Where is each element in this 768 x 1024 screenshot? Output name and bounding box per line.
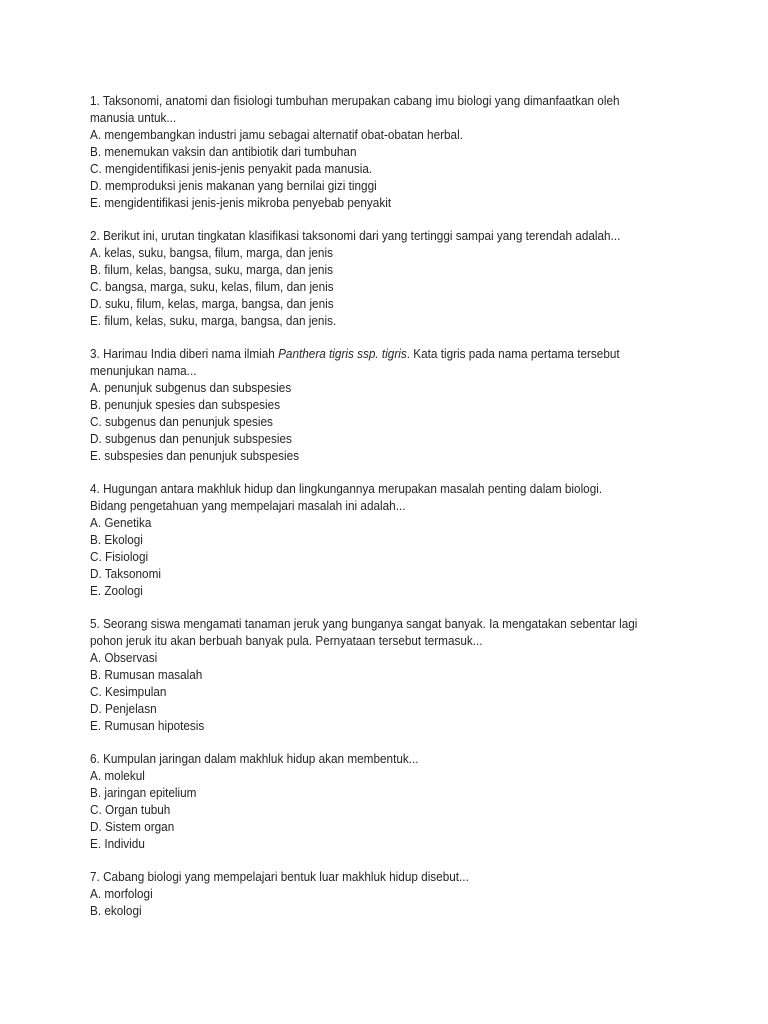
answer-option-e: E. Individu [90, 837, 145, 851]
question-stem: 5. Seorang siswa mengamati tanaman jeruk yang bunganya sangat banyak. Ia mengatakan sebentar lagi [90, 617, 638, 631]
question-stem: 7. Cabang biologi yang mempelajari bentuk luar makhluk hidup disebut... [90, 870, 469, 884]
answer-option-c: C. subgenus dan penunjuk spesies [90, 415, 273, 429]
question-3 [90, 346, 673, 465]
question-1 [90, 93, 673, 212]
answer-option-c: C. Fisiologi [90, 550, 149, 564]
question-stem: 1. Taksonomi, anatomi dan fisiologi tumbuhan merupakan cabang imu biologi yang dimanfaatkan oleh [90, 94, 620, 108]
question-7 [90, 869, 673, 920]
answer-option-e: E. filum, kelas, suku, marga, bangsa, dan jenis. [90, 314, 337, 328]
answer-option-c: C. Kesimpulan [90, 685, 167, 699]
answer-option-b: B. filum, kelas, bangsa, suku, marga, dan jenis [90, 263, 333, 277]
question-stem [90, 346, 673, 363]
answer-option-b: B. ekologi [90, 904, 142, 918]
answer-option-d: D. memproduksi jenis makanan yang bernilai gizi tinggi [90, 179, 377, 193]
answer-option-a: A. Genetika [90, 516, 152, 530]
question-6 [90, 751, 673, 853]
answer-option-e: E. subspesies dan penunjuk subspesies [90, 449, 300, 463]
question-5 [90, 616, 673, 735]
answer-option-e: E. Rumusan hipotesis [90, 719, 205, 733]
answer-option-a: A. Observasi [90, 651, 158, 665]
question-4 [90, 481, 673, 600]
answer-option-b: B. penunjuk spesies dan subspesies [90, 398, 281, 412]
answer-option-d: D. subgenus dan penunjuk subspesies [90, 432, 292, 446]
question-stem-continued: pohon jeruk itu akan berbuah banyak pula. Pernyataan tersebut termasuk... [90, 634, 483, 648]
question-stem-text-end: . Kata tigris pada nama pertama tersebut [406, 347, 620, 361]
document-page [90, 93, 673, 936]
question-stem-continued: manusia untuk... [90, 111, 177, 125]
answer-option-b: B. Ekologi [90, 533, 143, 547]
question-stem-continued: menunjukan nama... [90, 364, 197, 378]
question-stem: 2. Berikut ini, urutan tingkatan klasifikasi taksonomi dari yang tertinggi sampai yang terendah adalah... [90, 229, 621, 243]
answer-option-a: A. penunjuk subgenus dan subspesies [90, 381, 292, 395]
scientific-name: Panthera tigris ssp. tigris [278, 347, 407, 361]
answer-option-c: C. Organ tubuh [90, 803, 171, 817]
answer-option-d: D. Penjelasn [90, 702, 157, 716]
answer-option-b: B. Rumusan masalah [90, 668, 203, 682]
answer-option-c: C. mengidentifikasi jenis-jenis penyakit pada manusia. [90, 162, 373, 176]
question-2 [90, 228, 673, 330]
answer-option-c: C. bangsa, marga, suku, kelas, filum, dan jenis [90, 280, 334, 294]
answer-option-d: D. suku, filum, kelas, marga, bangsa, dan jenis [90, 297, 334, 311]
answer-option-e: E. Zoologi [90, 584, 143, 598]
answer-option-d: D. Taksonomi [90, 567, 161, 581]
answer-option-b: B. menemukan vaksin dan antibiotik dari tumbuhan [90, 145, 357, 159]
question-stem: 6. Kumpulan jaringan dalam makhluk hidup akan membentuk... [90, 752, 419, 766]
answer-option-a: A. morfologi [90, 887, 153, 901]
answer-option-a: A. molekul [90, 769, 145, 783]
question-stem: 4. Hugungan antara makhluk hidup dan lingkungannya merupakan masalah penting dalam biologi. [90, 482, 603, 496]
answer-option-d: D. Sistem organ [90, 820, 175, 834]
question-stem-text: 3. Harimau India diberi nama ilmiah [90, 347, 279, 361]
answer-option-a: A. kelas, suku, bangsa, filum, marga, dan jenis [90, 246, 333, 260]
answer-option-a: A. mengembangkan industri jamu sebagai alternatif obat-obatan herbal. [90, 128, 463, 142]
question-stem-continued: Bidang pengetahuan yang mempelajari masalah ini adalah... [90, 499, 406, 513]
answer-option-b: B. jaringan epitelium [90, 786, 197, 800]
answer-option-e: E. mengidentifikasi jenis-jenis mikroba penyebab penyakit [90, 196, 392, 210]
